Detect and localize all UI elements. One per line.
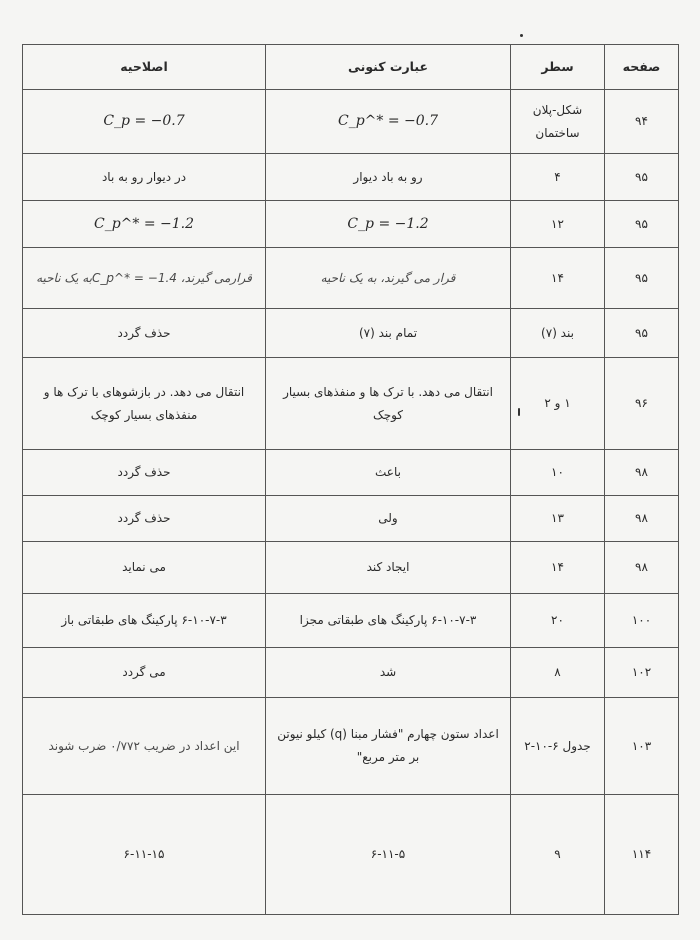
table-row [23,154,679,201]
cell-current [266,201,511,248]
cell-page: ۹۵ [605,309,679,358]
table-row [23,358,679,450]
cell-line: ۱۴ [511,542,605,594]
table-row [23,594,679,648]
cell-page: ۱۰۲ [605,648,679,698]
formula: C_p^* = −1.2 [93,215,195,232]
cell-page: ۹۵ [605,248,679,309]
table-header-row [23,45,679,90]
header-page: صفحه [605,45,679,90]
cell-correction [23,201,266,248]
cell-correction: می نماید [23,542,266,594]
cell-page: ۹۸ [605,496,679,542]
cell-correction: ۶-۱۱-۱۵ [23,795,266,915]
cell-page: ۹۸ [605,450,679,496]
formula: C_p = −0.7 [103,113,185,130]
cell-correction: حذف گردد [23,450,266,496]
cell-line: ۱۳ [511,496,605,542]
cell-line: ۱۴ [511,248,605,309]
cell-page: ۱۱۴ [605,795,679,915]
cell-page: ۹۵ [605,154,679,201]
cell-correction: قرارمی گیرند، C_p^* = −1.4به یک ناحیه [23,248,266,309]
cell-current: اعداد ستون چهارم "فشار مبنا (q) کیلو نیوتن بر متر مربع" [266,698,511,795]
cell-correction: این اعداد در ضریب ۰/۷۷۲ ضرب شوند [23,698,266,795]
cell-current: قرار می گیرند، به یک ناحیه [266,248,511,309]
cell-page: ۹۵ [605,201,679,248]
cell-current: ۶-۱۰-۷-۳ پارکینگ های طبقاتی مجزا [266,594,511,648]
cell-line: ۴ [511,154,605,201]
cell-current: ۶-۱۱-۵ [266,795,511,915]
cell-correction: انتقال می دهد. در بازشوهای با ترک ها و منفذهای بسیار کوچک [23,358,266,450]
errata-table [22,44,679,915]
cell-correction: حذف گردد [23,496,266,542]
table-row [23,248,679,309]
cell-page: ۹۸ [605,542,679,594]
cell-correction: حذف گردد [23,309,266,358]
cell-line: ۱۲ [511,201,605,248]
cell-correction: می گردد [23,648,266,698]
cell-page: ۹۶ [605,358,679,450]
cell-current: رو به باد دیوار [266,154,511,201]
table-row [23,90,679,154]
cell-line: ۱ و ۲ [511,358,605,450]
cell-page: ۹۴ [605,90,679,154]
cell-line: جدول ۶-۱۰-۲ [511,698,605,795]
cell-current: باعث [266,450,511,496]
cell-correction: در دیوار رو به باد [23,154,266,201]
formula: C_p^* = −0.7 [337,113,439,130]
cell-current [266,90,511,154]
cell-line: ۸ [511,648,605,698]
header-current: عبارت کنونی [266,45,511,90]
cell-current: تمام بند (۷) [266,309,511,358]
cell-current: ایجاد کند [266,542,511,594]
ink-dot [520,34,523,37]
table-row [23,450,679,496]
cell-line: ۹ [511,795,605,915]
cell-line: ۲۰ [511,594,605,648]
table-row [23,542,679,594]
cell-line: بند (۷) [511,309,605,358]
cell-line: ۱۰ [511,450,605,496]
table-row [23,698,679,795]
table-row [23,309,679,358]
table-row [23,648,679,698]
header-correction: اصلاحیه [23,45,266,90]
cell-current: شد [266,648,511,698]
table-row [23,496,679,542]
table-row [23,201,679,248]
cell-correction [23,90,266,154]
formula: C_p = −1.2 [347,215,429,232]
header-line: سطر [511,45,605,90]
cell-correction: ۶-۱۰-۷-۳ پارکینگ های طبقاتی باز [23,594,266,648]
cell-line: شکل-پلان ساختمان [511,90,605,154]
table-row [23,795,679,915]
cell-current: ولی [266,496,511,542]
cell-page: ۱۰۰ [605,594,679,648]
cell-page: ۱۰۳ [605,698,679,795]
cell-current: انتقال می دهد. با ترک ها و منفذهای بسیار کوچک [266,358,511,450]
